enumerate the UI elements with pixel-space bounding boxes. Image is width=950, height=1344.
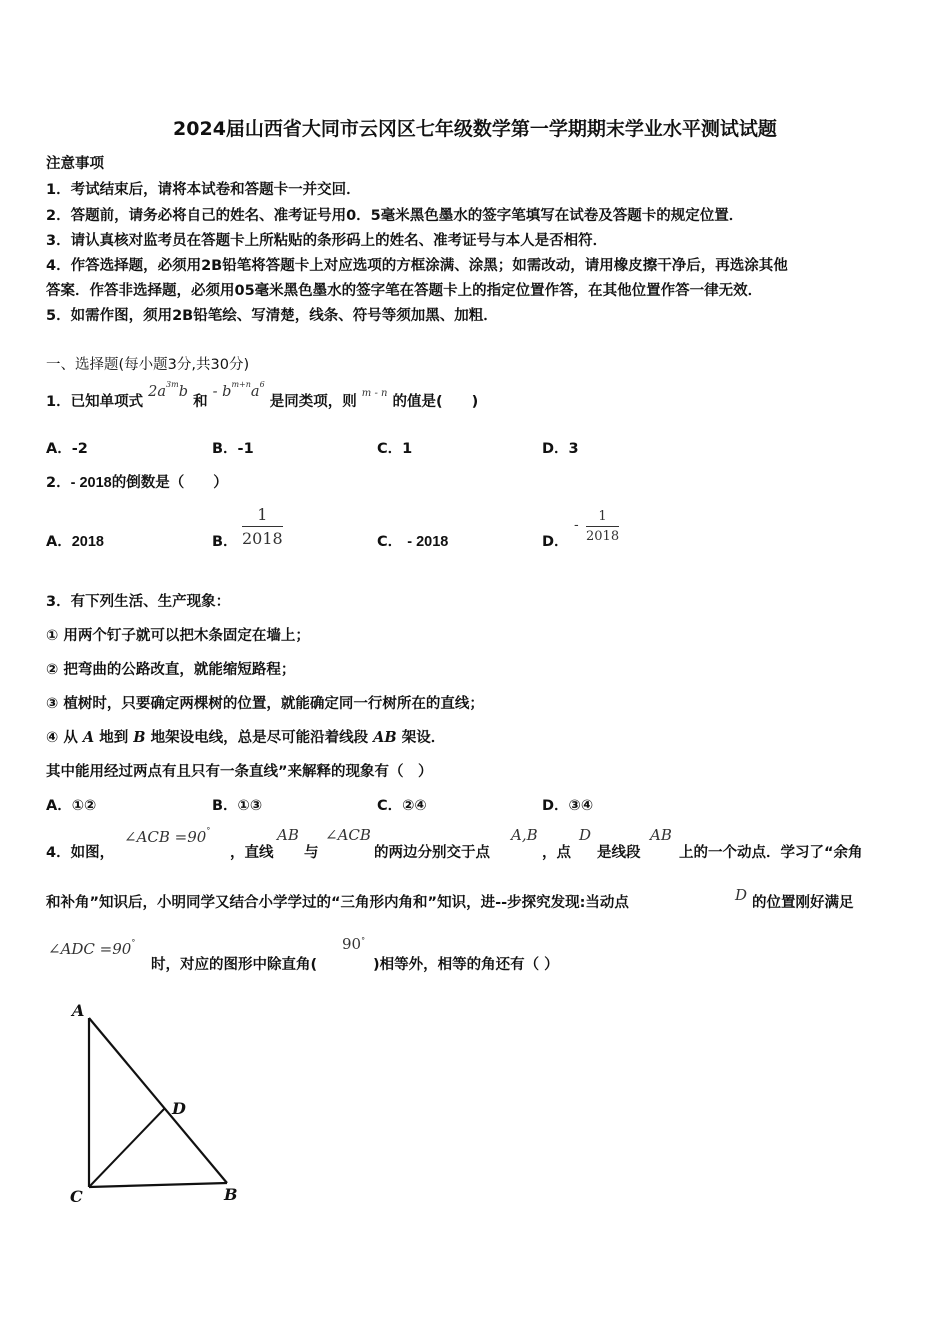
q4-line-ab-1: AB xyxy=(277,826,299,844)
q1-expr3: m - n xyxy=(361,388,388,399)
q3-item: ① 用两个钉子就可以把木条固定在墙上； xyxy=(46,628,310,644)
q3-item: ② 把弯曲的公路改直，就能缩短路程； xyxy=(46,662,296,678)
q1-expr2 xyxy=(212,380,265,400)
q2-option-c-value: - 2018 xyxy=(407,534,449,550)
q4-prefix: 4．如图， xyxy=(46,845,115,861)
q4-ninety-deg: ° xyxy=(361,936,366,945)
q3-question: 其中能用经过两点有且只有一条直线”来解释的现象有（ ） xyxy=(46,764,433,780)
q2-option-d-sign: - xyxy=(574,518,579,533)
question-2-stem xyxy=(46,471,228,492)
q1-suffix: 的值是( ) xyxy=(392,394,479,410)
q4-angle-acb xyxy=(124,826,210,846)
q4-ninety xyxy=(342,935,365,953)
q2-option-c-label: C． xyxy=(377,534,403,550)
q1-expr2-sign: - xyxy=(212,384,218,400)
q4-line-2-a: 和补角”知识后，小明同学又结合小学学过的“三角形内角和”知识，进--步探究发现:当动点 xyxy=(46,895,629,911)
q2-option-c xyxy=(377,530,448,551)
q4-text-9: )相等外，相等的角还有（ ） xyxy=(373,957,559,973)
q3-item4-d: 架设． xyxy=(401,730,446,746)
q4-angle-adc xyxy=(48,938,135,958)
q4-text-3: 与 xyxy=(304,845,319,861)
question-1-stem xyxy=(46,380,479,411)
segment-cb xyxy=(89,1183,227,1187)
q2-option-a xyxy=(46,530,104,551)
q2-option-d-den: 2018 xyxy=(586,529,620,544)
q3-item4-b: 地到 xyxy=(99,730,129,746)
page-title: 2024届山西省大同市云冈区七年级数学第一学期期末学业水平测试试题 xyxy=(173,118,777,140)
q4-points-ab: A,B xyxy=(511,826,538,844)
q2-option-b-label: B． xyxy=(212,534,238,550)
notice-item: 3．请认真核对监考员在答题卡上所粘贴的条形码上的姓名、准考证号与本人是否相符． xyxy=(46,233,608,249)
q3-item4-point-b: B xyxy=(133,729,146,746)
q4-angle-acb-2: ∠ACB xyxy=(325,826,371,844)
q2-suffix: 的倒数是（ ） xyxy=(111,475,228,491)
q4-text-6: 是线段 xyxy=(597,845,641,861)
q1-expr2-base: b xyxy=(222,384,232,400)
q3-item4-c: 地架设电线，总是尽可能沿着线段 xyxy=(150,730,369,746)
q2-option-b-num: 1 xyxy=(242,505,283,527)
q1-expr1-base: 2a xyxy=(148,384,167,400)
q4-angle-acb-deg: ° xyxy=(206,826,211,835)
q2-option-a-value: 2018 xyxy=(71,534,104,550)
label-d: D xyxy=(172,1099,186,1118)
q3-item: ③ 植树时，只要确定两棵树的位置，就能确定同一行树所在的直线； xyxy=(46,696,484,712)
label-c: C xyxy=(70,1187,83,1206)
q3-option-b: B．①③ xyxy=(212,798,263,814)
notice-item: 答案．作答非选择题，必须用05毫米黑色墨水的签字笔在答题卡上的指定位置作答，在其他位置作答一律无效． xyxy=(46,283,763,299)
q2-option-b-den: 2018 xyxy=(242,529,283,548)
q4-angle-acb-text: ∠ACB =90 xyxy=(124,828,207,846)
q4-point-d-1: D xyxy=(579,826,592,844)
q3-option-a: A．①② xyxy=(46,798,97,814)
q1-option-c: C．1 xyxy=(377,441,413,457)
triangle-figure xyxy=(60,990,260,1220)
q3-option-d: D．③④ xyxy=(542,798,594,814)
segment-cd xyxy=(89,1108,165,1187)
q1-expr2-exp: m+n xyxy=(231,380,251,389)
q2-option-d-fraction xyxy=(586,509,619,544)
notice-item: 1．考试结束后，请将本试卷和答题卡一并交回． xyxy=(46,182,361,198)
q4-angle-adc-deg: ° xyxy=(131,938,136,947)
q1-prefix: 1．已知单项式 xyxy=(46,394,144,410)
q3-item4-point-a: A xyxy=(82,729,95,746)
q4-text-4: 的两边分别交于点 xyxy=(374,845,490,861)
q2-option-d-label: D． xyxy=(542,534,569,550)
q1-expr1 xyxy=(148,380,189,400)
q3-item4-segment: AB xyxy=(373,729,397,746)
q4-ninety-value: 90 xyxy=(342,935,362,953)
notice-item: 2．答题前，请务必将自己的姓名、准考证号用0．5毫米黑色墨水的签字笔填写在试卷及答题卡的规定位置． xyxy=(46,208,744,224)
notice-item: 4．作答选择题，必须用2B铅笔将答题卡上对应选项的方框涂满、涂黑；如需改动，请用橡皮擦干净后，再选涂其他 xyxy=(46,258,788,274)
q4-text-8: 时，对应的图形中除直角( xyxy=(151,957,318,973)
q3-item xyxy=(46,726,445,747)
q4-text-7: 上的一个动点．学习了“余角 xyxy=(679,845,863,861)
section-heading: 一、选择题(每小题3分,共30分) xyxy=(46,357,250,373)
notice-heading: 注意事项 xyxy=(46,156,104,172)
q1-expr1-exp: 3m xyxy=(166,380,179,389)
label-a: A xyxy=(72,1001,85,1020)
q4-segment-ab-2: AB xyxy=(650,826,672,844)
q1-mid2: 是同类项，则 xyxy=(269,394,357,410)
label-b: B xyxy=(224,1185,238,1204)
q1-expr1-tail: b xyxy=(178,384,189,400)
segment-ab xyxy=(89,1018,227,1183)
q1-expr2-exp2: 6 xyxy=(259,380,265,389)
q2-prefix: 2． xyxy=(46,475,71,491)
q4-point-d-2: D xyxy=(735,886,748,904)
q3-item4-a: ④ 从 xyxy=(46,730,78,746)
q4-text-2: ，直线 xyxy=(230,845,274,861)
q2-option-a-label: A． xyxy=(46,534,72,550)
q1-option-d: D．3 xyxy=(542,441,579,457)
q4-angle-adc-text: ∠ADC =90 xyxy=(48,940,132,958)
q1-expr2-base2: a xyxy=(250,384,260,400)
q1-option-a: A．-2 xyxy=(46,441,88,457)
notice-item: 5．如需作图，须用2B铅笔绘、写清楚，线条、符号等须加黑、加粗． xyxy=(46,308,498,324)
q2-option-b-fraction xyxy=(242,505,283,548)
q2-option-d-num: 1 xyxy=(586,509,619,527)
q4-text-5: ，点 xyxy=(542,845,571,861)
q4-line-2-b: 的位置刚好满足 xyxy=(752,895,854,911)
q2-value: - 2018 xyxy=(70,475,112,491)
q1-option-b: B．-1 xyxy=(212,441,254,457)
q3-option-c: C．②④ xyxy=(377,798,427,814)
question-3-stem: 3．有下列生活、生产现象： xyxy=(46,594,231,610)
q1-mid: 和 xyxy=(193,394,208,410)
